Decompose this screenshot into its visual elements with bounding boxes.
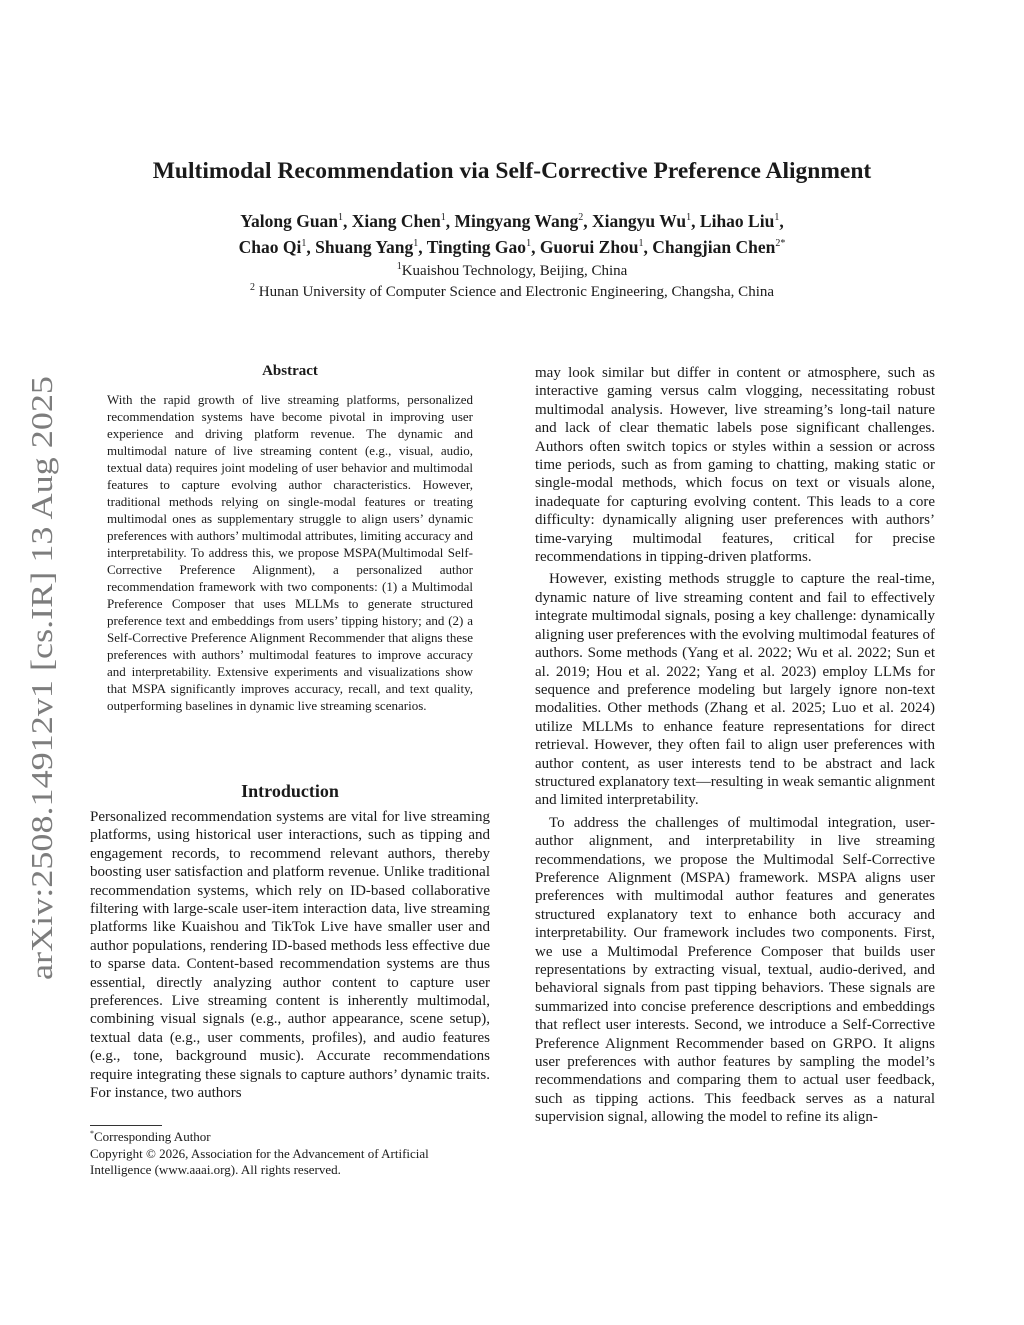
introduction-paragraph-3: To address the challenges of multimodal integration, user-author alignment, and interpretability in live streaming recommendations, we propose the Multimodal Self-Corrective Preference Alignment (MSPA) framework. MSPA aligns user preferences with multimodal author features and generates structured explanatory text to enhance both accuracy and interpretability. Our framework includes two components. First, we use a Multimodal Preference Composer that builds user representations by extracting visual, textual, audio-derived, and behavioral signals from past tipping behaviors. These signals are summarized into concise preference descriptions and embeddings that reflect user interests. Second, we introduce a Self-Corrective Preference Alignment Recommender based on GRPO. It aligns user preferences with author features by sampling the model’s recommendations and comparing them to actual user feedback, such as tipping actions. This feedback serves as a natural supervision signal, allowing the model to refine its align- — [535, 814, 935, 1126]
author-sup: 1 — [526, 238, 532, 249]
author-sup: 1 — [301, 238, 307, 249]
arxiv-stamp-text[interactable]: arXiv:2508.14912v1 [cs.IR] 13 Aug 2025 — [24, 461, 59, 980]
affiliation-2 — [0, 284, 1024, 301]
affiliation-1 — [0, 263, 1024, 280]
abstract-heading: Abstract — [262, 363, 318, 379]
paper-title: Multimodal Recommendation via Self-Corrective Preference Alignment — [152, 158, 872, 184]
author-sup: 1 — [440, 212, 446, 223]
copyright-notice: Copyright © 2026, Association for the Advancement of Artificial Intelligence (www.aaai.org). All rights reserved. — [90, 1145, 429, 1177]
arxiv-stamp — [8, 374, 72, 984]
author: Tingting Gao — [426, 237, 527, 257]
author: Xiang Chen — [351, 211, 441, 231]
footnote — [90, 1129, 490, 1179]
author-sup: 1 — [774, 212, 780, 223]
author-sup: 1 — [338, 212, 344, 223]
affiliation-text: Hunan University of Computer Science and Electronic Engineering, Changsha, China — [258, 284, 775, 300]
corresponding-author-text: Corresponding Author — [94, 1129, 211, 1144]
author-sup: 2 — [578, 212, 584, 223]
author-list — [0, 208, 1024, 260]
introduction-heading: Introduction — [241, 781, 339, 801]
author-line-2: Chao Qi$^1$, Shuang Yang$^1$, Tingting Gao$^1$, Guorui Zhou$^1$, Changjian Chen$^{2*}$ — [238, 237, 786, 257]
footnote-divider — [90, 1125, 162, 1126]
affiliation-text: Kuaishou Technology, Beijing, China — [401, 263, 628, 279]
introduction-paragraph-continued: may look similar but differ in content or atmosphere, such as interactive gaming versus calm vlogging, necessitating robust multimodal analysis. However, live streaming’s long-tail nature and lack of clear thematic labels pose significant challenges. Authors often switch topics or styles within a session or across time periods, such as from gaming to chatting, making static or single-modal methods, which focus on text or visuals alone, inadequate for capturing evolving content. This leads to a core difficulty: dynamically aligning user preferences with authors’ time-varying multimodal features, critical for precise recommendations in tipping-driven platforms. — [535, 365, 935, 566]
footnote-mark: * — [90, 1129, 94, 1138]
introduction-paragraph-1: Personalized recommendation systems are vital for live streaming platforms, using historical user interactions, such as tipping and engagement records, to recommend relevant authors, thereby boosting user satisfaction and platform revenue. Unlike traditional recommendation systems, which rely on ID-based collaborative filtering with large-scale user-item interaction data, live streaming platforms like Kuaishou and TikTok Live have smaller user and author populations, rendering ID-based methods less effective due to sparse data. Content-based recommendation systems are thus essential, directly analyzing author content to capture user preferences. Live streaming content is inherently multimodal, combining visual signals (e.g., author appearance, scene setup), textual data (e.g., user comments, profiles), and audio features (e.g., tone, background music). Accurate recommendations require integrating these signals to capture authors’ dynamic traits. For instance, two authors — [90, 809, 490, 1102]
affiliation-sup: 1 — [396, 261, 402, 272]
author-line-1: Yalong Guan$^1$, Xiang Chen$^1$, Mingyang Wang$^2$, Xiangyu Wu$^1$, Lihao Liu$^1$, — [240, 211, 784, 231]
author-sup: 1 — [686, 212, 692, 223]
affiliation-sup: 2 — [249, 282, 255, 293]
author: Shuang Yang — [315, 237, 414, 257]
author: Chao Qi — [238, 237, 302, 257]
right-column — [535, 364, 935, 1131]
corresponding-author-note — [90, 1129, 490, 1146]
author: Xiangyu Wu — [591, 211, 687, 231]
abstract-body: With the rapid growth of live streaming platforms, personalized recommendation systems have become pivotal in improving user experience and driving platform revenue. The dynamic and multimodal nature of live streaming content (e.g., visual, audio, textual data) requires joint modeling of user behavior and multimodal features to capture evolving author characteristics. However, traditional methods relying on single-modal features or treating multimodal ones as supplementary struggle to align users’ dynamic preferences with authors’ multimodal attributes, limiting accuracy and interpretability. To address this, we propose MSPA(Multimodal Self-Corrective Preference Alignment), a personalized author recommendation framework with two components: (1) a Multimodal Preference Composer that uses MLLMs to generate structured preference text and embeddings from users’ tipping history; and (2) a Self-Corrective Preference Alignment Recommender that aligns these preferences with authors’ multimodal features to improve accuracy and interpretability. Extensive experiments and visualizations show that MSPA significantly improves accuracy, recall, and text quality, outperforming baselines in dynamic live streaming scenarios. — [107, 392, 473, 713]
author: Changjian Chen — [652, 237, 776, 257]
author-sup: 2* — [775, 238, 786, 249]
author: Lihao Liu — [699, 211, 775, 231]
author: Mingyang Wang — [454, 211, 579, 231]
author-sup: 1 — [413, 238, 419, 249]
author: Guorui Zhou — [539, 237, 639, 257]
author: Yalong Guan — [240, 211, 339, 231]
author-sup: 1 — [638, 238, 644, 249]
introduction-paragraph-2: However, existing methods struggle to capture the real-time, dynamic nature of live streaming content and fail to effectively integrate multimodal signals, posing a key challenge: dynamically aligning user preferences with the evolving multimodal features of authors. Some methods (Yang et al. 2022; Wu et al. 2022; Sun et al. 2019; Hou et al. 2022; Yang et al. 2023) employ LLMs for sequence and preference modeling but largely ignore non-text modalities. Other methods (Zhang et al. 2025; Luo et al. 2024) utilize MLLMs to enhance feature representations for direct retrieval. However, they often fail to align user preferences with author content, as user interests tend to be abstract and lack structured explanatory text—resulting in weak semantic alignment and limited interpretability. — [535, 571, 935, 809]
